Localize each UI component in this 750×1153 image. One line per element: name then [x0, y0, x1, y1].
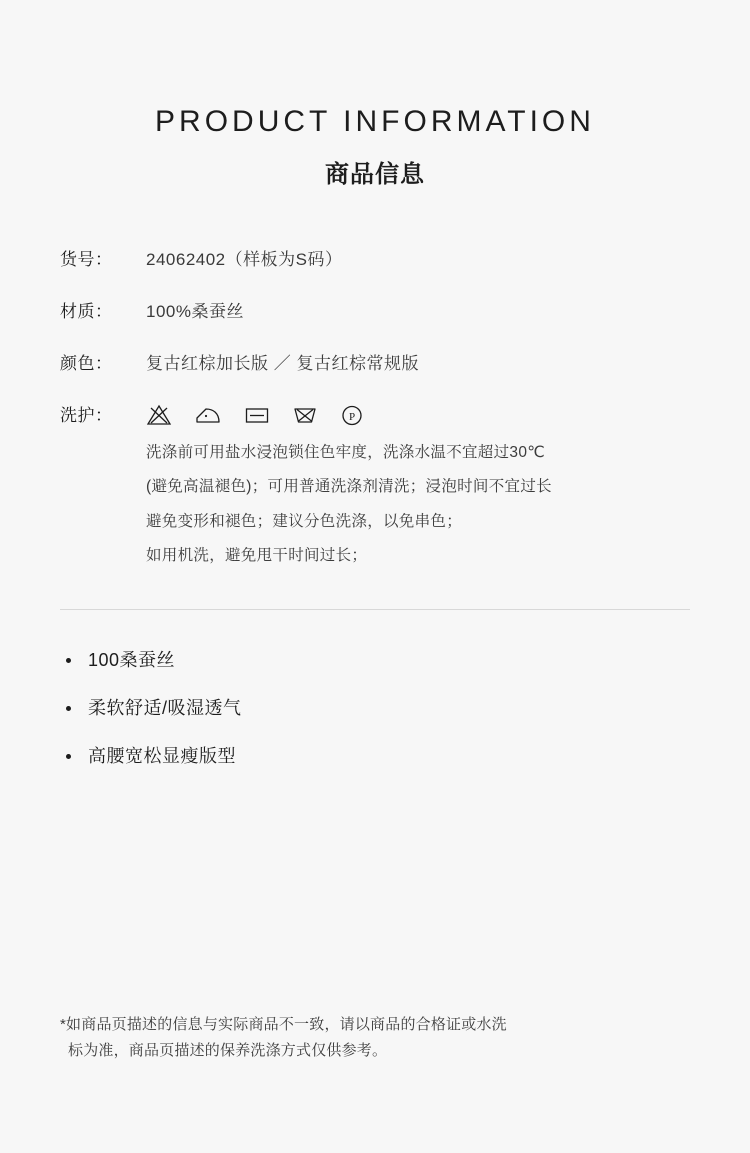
iron-icon	[194, 404, 222, 426]
care-instruction-line: 避免变形和褪色；建议分色洗涤，以免串色；	[146, 512, 463, 530]
professional-dry-clean-icon	[340, 404, 364, 426]
care-instruction-line: 如用机洗，避免甩干时间过长；	[146, 546, 368, 564]
info-label-color: 颜色：	[60, 354, 113, 373]
page-title-cn: 商品信息	[325, 161, 425, 188]
page-header	[0, 0, 750, 189]
info-row-color	[60, 351, 698, 377]
svg-text:P: P	[348, 411, 356, 423]
info-row-material	[60, 299, 698, 325]
care-instruction-line: 洗涤前可用盐水浸泡锁住色牢度，洗涤水温不宜超过30℃	[146, 444, 545, 461]
product-info-block	[0, 247, 750, 567]
section-divider	[60, 609, 690, 610]
footnote-line-2: 标为准，商品页描述的保养洗涤方式仅供参考。	[68, 1042, 388, 1060]
list-item: 100桑蚕丝	[66, 646, 750, 674]
page-title-en: PRODUCT INFORMATION	[155, 105, 595, 138]
info-label-care: 洗护：	[60, 406, 113, 425]
do-not-wash-icon	[292, 404, 318, 426]
list-item: 高腰宽松显瘦版型	[66, 742, 750, 770]
info-row-care	[60, 403, 698, 429]
feature-list	[0, 646, 750, 770]
footnote	[60, 1012, 698, 1065]
info-value-material: 100%桑蚕丝	[146, 302, 244, 321]
info-value-item-number: 24062402（样板为S码）	[146, 250, 343, 269]
do-not-tumble-dry-icon	[244, 404, 270, 426]
info-label-material: 材质：	[60, 302, 113, 321]
info-label-item-number: 货号：	[60, 250, 113, 269]
footnote-line-1: *如商品页描述的信息与实际商品不一致，请以商品的合格证或水洗	[60, 1016, 507, 1033]
care-instructions	[60, 441, 698, 567]
care-instruction-line: (避免高温褪色)；可用普通洗涤剂清洗；浸泡时间不宜过长	[146, 478, 552, 496]
list-item: 柔软舒适/吸湿透气	[66, 694, 750, 722]
do-not-bleach-icon	[146, 404, 172, 426]
info-value-color: 复古红棕加长版 ／ 复古红棕常规版	[146, 354, 419, 373]
care-icon-group	[146, 403, 364, 426]
info-row-item-number	[60, 247, 698, 273]
